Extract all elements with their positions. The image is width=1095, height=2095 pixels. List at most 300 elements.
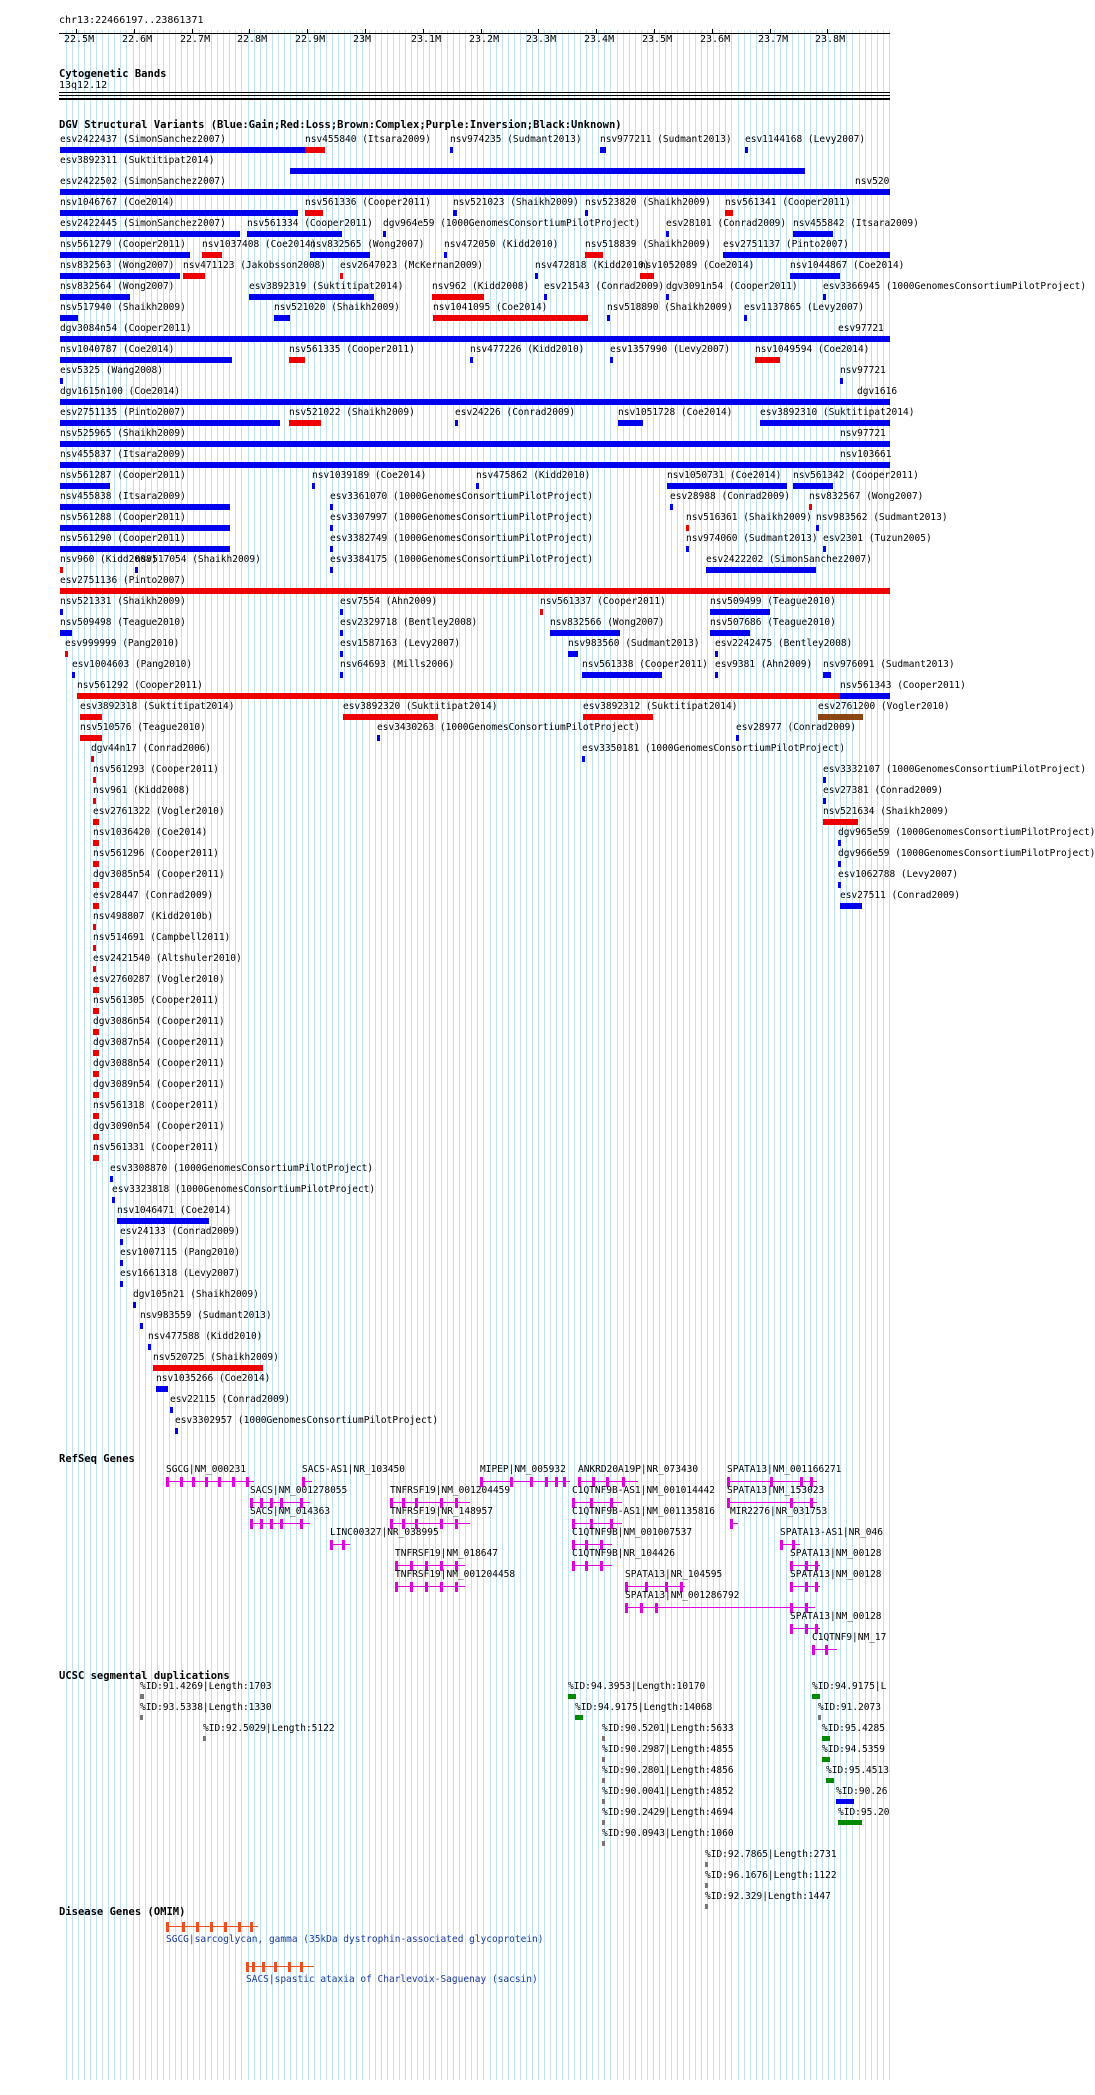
variant-bar[interactable] <box>117 1218 209 1224</box>
variant-bar[interactable] <box>93 966 96 972</box>
variant-bar[interactable] <box>686 525 689 531</box>
segdup-label[interactable]: %ID:95.4513 <box>826 1765 889 1776</box>
variant-label[interactable]: esv2421540 (Altshuler2010) <box>93 953 242 964</box>
segdup-label[interactable]: %ID:94.9175|L <box>812 1681 887 1692</box>
variant-bar[interactable] <box>455 420 458 426</box>
variant-bar[interactable] <box>686 546 689 552</box>
variant-label[interactable]: nsv561279 (Cooper2011) <box>60 239 186 250</box>
variant-label[interactable]: nsv561331 (Cooper2011) <box>93 1142 219 1153</box>
variant-label[interactable]: dgv3085n54 (Cooper2011) <box>93 869 225 880</box>
variant-bar[interactable] <box>706 567 816 573</box>
variant-bar[interactable] <box>433 315 588 321</box>
variant-bar[interactable] <box>582 672 662 678</box>
variant-label[interactable]: nsv518839 (Shaikh2009) <box>585 239 711 250</box>
variant-bar[interactable] <box>60 210 298 216</box>
variant-bar[interactable] <box>840 693 890 699</box>
variant-bar[interactable] <box>790 273 840 279</box>
variant-label[interactable]: nsv521331 (Shaikh2009) <box>60 596 186 607</box>
variant-bar[interactable] <box>840 903 862 909</box>
gene-label[interactable]: SPATA13|NM_001166271 <box>727 1464 842 1475</box>
variant-label[interactable]: esv24226 (Conrad2009) <box>455 407 576 418</box>
variant-label[interactable]: esv3892310 (Suktitipat2014) <box>760 407 915 418</box>
segdup-bar[interactable] <box>602 1757 605 1762</box>
variant-bar[interactable] <box>60 252 190 258</box>
variant-label[interactable]: dgv965e59 (1000GenomesConsortiumPilotProject) <box>838 827 1095 838</box>
variant-label[interactable]: nsv1040787 (Coe2014) <box>60 344 175 355</box>
variant-label[interactable]: esv3892319 (Suktitipat2014) <box>249 281 404 292</box>
variant-label[interactable]: nsv832564 (Wong2007) <box>60 281 175 292</box>
variant-bar[interactable] <box>110 1176 113 1182</box>
variant-bar[interactable] <box>377 735 380 741</box>
segdup-bar[interactable] <box>602 1778 605 1783</box>
variant-label[interactable]: nsv960 (Kidd2008) <box>60 554 158 565</box>
variant-label[interactable]: esv2329718 (Bentley2008) <box>340 617 478 628</box>
variant-label[interactable]: nsv1050731 (Coe2014) <box>667 470 782 481</box>
variant-bar[interactable] <box>582 756 585 762</box>
variant-label[interactable]: nsv455837 (Itsara2009) <box>60 449 186 460</box>
variant-label[interactable]: esv999999 (Pang2010) <box>65 638 180 649</box>
segdup-label[interactable]: %ID:92.7865|Length:2731 <box>705 1849 837 1860</box>
variant-label[interactable]: esv22115 (Conrad2009) <box>170 1394 291 1405</box>
gene-label[interactable]: SACS-AS1|NR_103450 <box>302 1464 405 1475</box>
variant-bar[interactable] <box>72 672 75 678</box>
variant-label[interactable]: esv3361070 (1000GenomesConsortiumPilotProject) <box>330 491 594 502</box>
gene-label[interactable]: ANKRD20A19P|NR_073430 <box>578 1464 699 1475</box>
gene-label[interactable]: C1QTNF9B|NR_104426 <box>572 1548 675 1559</box>
segdup-label[interactable]: %ID:94.3953|Length:10170 <box>568 1681 706 1692</box>
segdup-label[interactable]: %ID:94.9175|Length:14068 <box>575 1702 713 1713</box>
variant-label[interactable]: esv2751135 (Pinto2007) <box>60 407 186 418</box>
variant-label[interactable]: nsv561318 (Cooper2011) <box>93 1100 219 1111</box>
variant-bar[interactable] <box>60 483 110 489</box>
variant-bar[interactable] <box>340 651 343 657</box>
variant-label[interactable]: nsv974235 (Sudmant2013) <box>450 134 582 145</box>
variant-label[interactable]: esv28988 (Conrad2009) <box>670 491 791 502</box>
gene-model[interactable] <box>812 1645 837 1655</box>
variant-label[interactable]: nsv471123 (Jakobsson2008) <box>183 260 326 271</box>
segdup-label[interactable]: %ID:90.0041|Length:4852 <box>602 1786 734 1797</box>
variant-bar[interactable] <box>60 546 230 552</box>
variant-label[interactable]: esv1004603 (Pang2010) <box>72 659 193 670</box>
gene-label[interactable]: SACS|NM_014363 <box>250 1506 331 1517</box>
variant-label[interactable]: nsv561305 (Cooper2011) <box>93 995 219 1006</box>
variant-bar[interactable] <box>666 231 669 237</box>
variant-bar[interactable] <box>823 777 826 783</box>
variant-label[interactable]: nsv983562 (Sudmant2013) <box>816 512 948 523</box>
variant-bar[interactable] <box>60 231 240 237</box>
segdup-bar[interactable] <box>818 1715 821 1720</box>
variant-bar[interactable] <box>80 714 102 720</box>
variant-label[interactable]: esv2422202 (SimonSanchez2007) <box>706 554 872 565</box>
segdup-bar[interactable] <box>575 1715 583 1720</box>
variant-label[interactable]: esv2761200 (Vogler2010) <box>818 701 950 712</box>
variant-bar[interactable] <box>93 1155 99 1161</box>
gene-label[interactable]: TNFRSF19|NM_001204459 <box>390 1485 511 1496</box>
variant-bar[interactable] <box>312 483 315 489</box>
variant-bar[interactable] <box>544 294 547 300</box>
gene-model[interactable] <box>250 1519 310 1529</box>
variant-bar[interactable] <box>550 630 620 636</box>
variant-bar[interactable] <box>148 1344 151 1350</box>
variant-label[interactable]: dgv964e59 (1000GenomesConsortiumPilotProject) <box>383 218 641 229</box>
gene-label[interactable]: SGCG|NM_000231 <box>166 1464 247 1475</box>
gene-label[interactable]: SPATA13|NM_153023 <box>727 1485 825 1496</box>
variant-bar[interactable] <box>60 378 63 384</box>
segdup-bar[interactable] <box>203 1736 206 1741</box>
variant-label[interactable]: nsv561337 (Cooper2011) <box>540 596 666 607</box>
variant-bar[interactable] <box>838 861 841 867</box>
variant-label[interactable]: esv7554 (Ahn2009) <box>340 596 438 607</box>
gene-label[interactable]: C1QTNF9B-AS1|NM_001135816 <box>572 1506 715 1517</box>
variant-label[interactable]: dgv3086n54 (Cooper2011) <box>93 1016 225 1027</box>
variant-bar[interactable] <box>60 399 890 405</box>
variant-label[interactable]: dgv3084n54 (Cooper2011) <box>60 323 192 334</box>
variant-label[interactable]: nsv521022 (Shaikh2009) <box>289 407 415 418</box>
gene-model[interactable] <box>330 1540 350 1550</box>
variant-bar[interactable] <box>432 294 484 300</box>
variant-label[interactable]: esv3332107 (1000GenomesConsortiumPilotProject) <box>823 764 1087 775</box>
variant-bar[interactable] <box>823 546 826 552</box>
variant-label[interactable]: nsv832565 (Wong2007) <box>310 239 425 250</box>
variant-bar[interactable] <box>93 1071 99 1077</box>
variant-bar[interactable] <box>725 210 733 216</box>
variant-label[interactable]: esv24133 (Conrad2009) <box>120 1226 241 1237</box>
variant-bar[interactable] <box>823 819 858 825</box>
variant-label[interactable]: esv5325 (Wang2008) <box>60 365 163 376</box>
variant-bar[interactable] <box>305 147 325 153</box>
variant-bar[interactable] <box>93 924 96 930</box>
variant-label[interactable]: nsv518890 (Shaikh2009) <box>607 302 733 313</box>
variant-label[interactable]: nsv974060 (Sudmant2013) <box>686 533 818 544</box>
variant-bar[interactable] <box>183 273 205 279</box>
variant-bar[interactable] <box>93 777 96 783</box>
variant-bar[interactable] <box>93 798 96 804</box>
variant-label[interactable]: esv27381 (Conrad2009) <box>823 785 944 796</box>
segdup-label[interactable]: %ID:95.4285 <box>822 1723 885 1734</box>
segdup-label[interactable]: %ID:94.5359 <box>822 1744 885 1755</box>
variant-label[interactable]: nsv561343 (Cooper2011) <box>840 680 966 691</box>
variant-label[interactable]: esv3307997 (1000GenomesConsortiumPilotProject) <box>330 512 594 523</box>
variant-bar[interactable] <box>60 441 890 447</box>
variant-bar[interactable] <box>60 504 230 510</box>
gene-label[interactable]: SPATA13|NM_00128 <box>790 1569 882 1580</box>
segdup-bar[interactable] <box>826 1778 834 1783</box>
segdup-label[interactable]: %ID:93.5338|Length:1330 <box>140 1702 272 1713</box>
variant-bar[interactable] <box>249 294 374 300</box>
variant-bar[interactable] <box>453 210 457 216</box>
variant-label[interactable]: nsv1035266 (Coe2014) <box>156 1373 271 1384</box>
variant-label[interactable]: nsv520725 (Shaikh2009) <box>153 1352 279 1363</box>
segdup-bar[interactable] <box>705 1862 708 1867</box>
variant-bar[interactable] <box>289 357 305 363</box>
segdup-bar[interactable] <box>602 1799 605 1804</box>
variant-label[interactable]: nsv520 <box>855 176 890 187</box>
variant-bar[interactable] <box>60 336 890 342</box>
variant-label[interactable]: dgv1616 <box>857 386 898 397</box>
variant-bar[interactable] <box>170 1407 173 1413</box>
variant-label[interactable]: nsv561293 (Cooper2011) <box>93 764 219 775</box>
variant-label[interactable]: dgv3091n54 (Cooper2011) <box>666 281 798 292</box>
variant-label[interactable]: nsv514691 (Campbell2011) <box>93 932 231 943</box>
variant-bar[interactable] <box>330 567 333 573</box>
variant-label[interactable]: esv28977 (Conrad2009) <box>736 722 857 733</box>
variant-bar[interactable] <box>818 714 863 720</box>
segdup-bar[interactable] <box>838 1820 862 1825</box>
variant-label[interactable]: esv1357990 (Levy2007) <box>610 344 731 355</box>
variant-label[interactable]: esv28447 (Conrad2009) <box>93 890 214 901</box>
variant-bar[interactable] <box>618 420 643 426</box>
variant-bar[interactable] <box>112 1197 115 1203</box>
variant-label[interactable]: esv1137865 (Levy2007) <box>744 302 865 313</box>
variant-label[interactable]: nsv64693 (Mills2006) <box>340 659 455 670</box>
variant-label[interactable]: nsv832563 (Wong2007) <box>60 260 175 271</box>
variant-bar[interactable] <box>640 273 654 279</box>
variant-bar[interactable] <box>470 357 473 363</box>
omim-gene-model[interactable] <box>166 1922 258 1932</box>
gene-label[interactable]: C1QTNF9B-AS1|NM_001014442 <box>572 1485 715 1496</box>
variant-label[interactable]: dgv44n17 (Conrad2006) <box>91 743 212 754</box>
variant-bar[interactable] <box>60 420 280 426</box>
variant-label[interactable]: nsv510576 (Teague2010) <box>80 722 206 733</box>
variant-label[interactable]: esv3382749 (1000GenomesConsortiumPilotProject) <box>330 533 594 544</box>
variant-bar[interactable] <box>140 1323 143 1329</box>
variant-bar[interactable] <box>93 1029 99 1035</box>
variant-bar[interactable] <box>60 315 78 321</box>
variant-bar[interactable] <box>444 252 447 258</box>
variant-bar[interactable] <box>667 483 787 489</box>
variant-label[interactable]: nsv97721 <box>840 428 886 439</box>
gene-label[interactable]: SPATA13|NM_00128 <box>790 1548 882 1559</box>
variant-bar[interactable] <box>736 735 739 741</box>
variant-label[interactable]: esv97721 <box>838 323 884 334</box>
variant-label[interactable]: nsv832567 (Wong2007) <box>809 491 924 502</box>
gene-label[interactable]: SPATA13|NM_00128 <box>790 1611 882 1622</box>
variant-label[interactable]: nsv1051728 (Coe2014) <box>618 407 733 418</box>
segdup-bar[interactable] <box>822 1757 830 1762</box>
variant-bar[interactable] <box>450 147 453 153</box>
segdup-label[interactable]: %ID:95.20 <box>838 1807 890 1818</box>
variant-bar[interactable] <box>60 630 72 636</box>
gene-model[interactable] <box>166 1477 254 1487</box>
variant-bar[interactable] <box>93 819 99 825</box>
segdup-bar[interactable] <box>705 1904 708 1909</box>
segdup-bar[interactable] <box>140 1694 144 1699</box>
variant-bar[interactable] <box>585 252 603 258</box>
variant-label[interactable]: esv3892320 (Suktitipat2014) <box>343 701 498 712</box>
variant-bar[interactable] <box>93 840 99 846</box>
variant-bar[interactable] <box>93 1113 99 1119</box>
variant-bar[interactable] <box>310 252 370 258</box>
variant-label[interactable]: esv2647023 (McKernan2009) <box>340 260 483 271</box>
segdup-label[interactable]: %ID:90.0943|Length:1060 <box>602 1828 734 1839</box>
variant-bar[interactable] <box>153 1365 263 1371</box>
variant-bar[interactable] <box>710 630 750 636</box>
variant-label[interactable]: nsv455842 (Itsara2009) <box>793 218 919 229</box>
variant-bar[interactable] <box>840 462 843 468</box>
variant-label[interactable]: esv3350181 (1000GenomesConsortiumPilotProject) <box>582 743 846 754</box>
segdup-label[interactable]: %ID:90.2987|Length:4855 <box>602 1744 734 1755</box>
variant-label[interactable]: nsv976091 (Sudmant2013) <box>823 659 955 670</box>
variant-label[interactable]: nsv521023 (Shaikh2009) <box>453 197 579 208</box>
variant-label[interactable]: esv3302957 (1000GenomesConsortiumPilotProject) <box>175 1415 439 1426</box>
segdup-label[interactable]: %ID:91.2073 <box>818 1702 881 1713</box>
variant-bar[interactable] <box>60 147 305 153</box>
variant-label[interactable]: esv2751137 (Pinto2007) <box>723 239 849 250</box>
variant-bar[interactable] <box>823 672 831 678</box>
variant-bar[interactable] <box>60 525 230 531</box>
variant-label[interactable]: nsv477588 (Kidd2010) <box>148 1331 263 1342</box>
variant-bar[interactable] <box>330 525 333 531</box>
variant-bar[interactable] <box>666 294 669 300</box>
variant-label[interactable]: nsv509499 (Teague2010) <box>710 596 836 607</box>
variant-label[interactable]: nsv561292 (Cooper2011) <box>77 680 203 691</box>
variant-bar[interactable] <box>343 714 438 720</box>
gene-model[interactable] <box>395 1582 465 1592</box>
variant-bar[interactable] <box>274 315 290 321</box>
gene-model[interactable] <box>730 1519 738 1529</box>
variant-bar[interactable] <box>744 315 747 321</box>
variant-label[interactable]: esv27511 (Conrad2009) <box>840 890 961 901</box>
variant-label[interactable]: nsv561296 (Cooper2011) <box>93 848 219 859</box>
variant-label[interactable]: esv28101 (Conrad2009) <box>666 218 787 229</box>
variant-bar[interactable] <box>120 1260 123 1266</box>
variant-label[interactable]: nsv977211 (Sudmant2013) <box>600 134 732 145</box>
gene-label[interactable]: SPATA13|NM_001286792 <box>625 1590 740 1601</box>
variant-label[interactable]: nsv103661 <box>840 449 892 460</box>
variant-bar[interactable] <box>585 210 588 216</box>
variant-bar[interactable] <box>175 1428 178 1434</box>
gene-label[interactable]: SPATA13|NR_104595 <box>625 1569 723 1580</box>
segdup-bar[interactable] <box>836 1799 854 1804</box>
variant-bar[interactable] <box>77 693 890 699</box>
variant-label[interactable]: esv3892311 (Suktitipat2014) <box>60 155 215 166</box>
variant-bar[interactable] <box>60 189 890 195</box>
variant-bar[interactable] <box>60 357 232 363</box>
gene-label[interactable]: TNFRSF19|NR_148957 <box>390 1506 493 1517</box>
segdup-label[interactable]: %ID:96.1676|Length:1122 <box>705 1870 837 1881</box>
variant-label[interactable]: nsv455840 (Itsara2009) <box>305 134 431 145</box>
variant-bar[interactable] <box>710 609 770 615</box>
variant-bar[interactable] <box>135 567 138 573</box>
variant-bar[interactable] <box>809 504 812 510</box>
variant-label[interactable]: esv1587163 (Levy2007) <box>340 638 461 649</box>
variant-bar[interactable] <box>840 378 843 384</box>
variant-label[interactable]: nsv832566 (Wong2007) <box>550 617 665 628</box>
variant-bar[interactable] <box>290 168 805 174</box>
variant-label[interactable]: nsv516361 (Shaikh2009) <box>686 512 812 523</box>
variant-bar[interactable] <box>93 1092 99 1098</box>
variant-bar[interactable] <box>60 273 180 279</box>
variant-label[interactable]: nsv1052089 (Coe2014) <box>640 260 755 271</box>
variant-bar[interactable] <box>745 147 748 153</box>
gene-label[interactable]: MIPEP|NM_005932 <box>480 1464 566 1475</box>
omim-gene-model[interactable] <box>246 1962 314 1972</box>
variant-bar[interactable] <box>247 231 342 237</box>
gene-label[interactable]: C1QTNF9|NM_17 <box>812 1632 887 1643</box>
variant-bar[interactable] <box>723 252 890 258</box>
variant-label[interactable]: dgv3087n54 (Cooper2011) <box>93 1037 225 1048</box>
variant-label[interactable]: dgv3090n54 (Cooper2011) <box>93 1121 225 1132</box>
variant-bar[interactable] <box>93 882 99 888</box>
variant-label[interactable]: nsv561341 (Cooper2011) <box>725 197 851 208</box>
variant-bar[interactable] <box>715 672 718 678</box>
variant-label[interactable]: nsv561288 (Cooper2011) <box>60 512 186 523</box>
variant-label[interactable]: esv1144168 (Levy2007) <box>745 134 866 145</box>
gene-label[interactable]: LINC00327|NR_038995 <box>330 1527 439 1538</box>
variant-label[interactable]: nsv561287 (Cooper2011) <box>60 470 186 481</box>
variant-label[interactable]: nsv1044867 (Coe2014) <box>790 260 905 271</box>
gene-label[interactable]: TNFRSF19|NM_001204458 <box>395 1569 516 1580</box>
variant-bar[interactable] <box>120 1239 123 1245</box>
variant-bar[interactable] <box>535 273 538 279</box>
variant-label[interactable]: nsv961 (Kidd2008) <box>93 785 191 796</box>
segdup-label[interactable]: %ID:92.329|Length:1447 <box>705 1891 831 1902</box>
variant-label[interactable]: nsv561335 (Cooper2011) <box>289 344 415 355</box>
variant-label[interactable]: esv2301 (Tuzun2005) <box>823 533 932 544</box>
variant-label[interactable]: nsv1041095 (Coe2014) <box>433 302 548 313</box>
variant-bar[interactable] <box>60 588 890 594</box>
variant-label[interactable]: nsv561338 (Cooper2011) <box>582 659 708 670</box>
variant-bar[interactable] <box>133 1302 136 1308</box>
variant-bar[interactable] <box>568 651 578 657</box>
variant-bar[interactable] <box>340 630 343 636</box>
variant-label[interactable]: esv2761322 (Vogler2010) <box>93 806 225 817</box>
variant-label[interactable]: dgv1615n100 (Coe2014) <box>60 386 181 397</box>
variant-bar[interactable] <box>760 420 890 426</box>
variant-label[interactable]: nsv962 (Kidd2008) <box>432 281 530 292</box>
variant-bar[interactable] <box>60 567 63 573</box>
variant-bar[interactable] <box>93 987 99 993</box>
segdup-bar[interactable] <box>568 1694 576 1699</box>
omim-label[interactable]: SGCG|sarcoglycan, gamma (35kDa dystrophin-associated glycoprotein) <box>166 1934 544 1945</box>
variant-label[interactable]: dgv966e59 (1000GenomesConsortiumPilotProject) <box>838 848 1095 859</box>
variant-bar[interactable] <box>60 462 890 468</box>
segdup-bar[interactable] <box>705 1883 708 1888</box>
segdup-label[interactable]: %ID:92.5029|Length:5122 <box>203 1723 335 1734</box>
variant-label[interactable]: nsv1046767 (Coe2014) <box>60 197 175 208</box>
variant-label[interactable]: esv1007115 (Pang2010) <box>120 1247 241 1258</box>
gene-model[interactable] <box>625 1603 815 1613</box>
segdup-label[interactable]: %ID:90.2429|Length:4694 <box>602 1807 734 1818</box>
variant-label[interactable]: nsv1036420 (Coe2014) <box>93 827 208 838</box>
variant-label[interactable]: esv1661318 (Levy2007) <box>120 1268 241 1279</box>
segdup-bar[interactable] <box>602 1736 605 1741</box>
variant-label[interactable]: dgv3088n54 (Cooper2011) <box>93 1058 225 1069</box>
variant-bar[interactable] <box>156 1386 168 1392</box>
variant-label[interactable]: nsv521020 (Shaikh2009) <box>274 302 400 313</box>
variant-bar[interactable] <box>610 357 613 363</box>
variant-label[interactable]: nsv517054 (Shaikh2009) <box>135 554 261 565</box>
gene-model[interactable] <box>790 1582 820 1592</box>
variant-label[interactable]: esv3323818 (1000GenomesConsortiumPilotProject) <box>112 1184 376 1195</box>
segdup-label[interactable]: %ID:90.5201|Length:5633 <box>602 1723 734 1734</box>
variant-label[interactable]: nsv525965 (Shaikh2009) <box>60 428 186 439</box>
variant-bar[interactable] <box>60 609 63 615</box>
gene-label[interactable]: MIR2276|NR_031753 <box>730 1506 828 1517</box>
variant-bar[interactable] <box>93 903 99 909</box>
variant-label[interactable]: nsv1049594 (Coe2014) <box>755 344 870 355</box>
variant-label[interactable]: nsv1037408 (Coe2014) <box>202 239 317 250</box>
variant-bar[interactable] <box>715 651 718 657</box>
variant-bar[interactable] <box>93 1008 99 1014</box>
variant-label[interactable]: nsv498807 (Kidd2010b) <box>93 911 214 922</box>
variant-bar[interactable] <box>93 1050 99 1056</box>
variant-label[interactable]: nsv561334 (Cooper2011) <box>247 218 373 229</box>
segdup-bar[interactable] <box>602 1841 605 1846</box>
variant-label[interactable]: nsv472050 (Kidd2010) <box>444 239 559 250</box>
variant-label[interactable]: esv2422445 (SimonSanchez2007) <box>60 218 226 229</box>
segdup-bar[interactable] <box>822 1736 830 1741</box>
